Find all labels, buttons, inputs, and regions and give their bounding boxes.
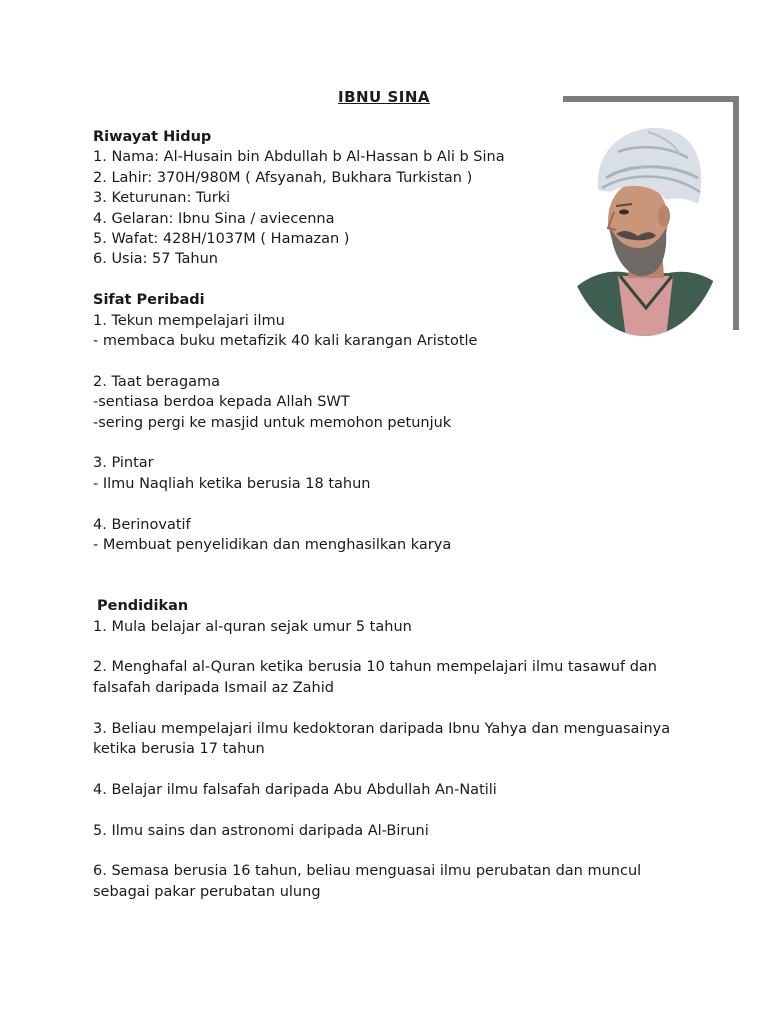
sifat-group-title: 1. Tekun mempelajari ilmu: [93, 312, 285, 329]
pendidikan-heading: Pendidikan: [97, 598, 189, 615]
frame-bar-right: [733, 96, 739, 330]
pendidikan-item: 2. Menghafal al-Quran ketika berusia 10 tahun mempelajari ilmu tasawuf dan falsafah daripada Ismail az Zahid: [93, 659, 657, 696]
pendidikan-item: 3. Beliau mempelajari ilmu kedoktoran daripada Ibnu Yahya dan menguasainya ketika berusia 17 tahun: [93, 720, 671, 758]
sifat-heading: Sifat Peribadi: [93, 292, 205, 309]
pendidikan-item: 5. Ilmu sains dan astronomi daripada Al-Biruni: [93, 822, 429, 839]
sifat-point: -sering pergi ke masjid untuk memohon petunjuk: [93, 414, 452, 431]
pendidikan-item: 1. Mula belajar al-quran sejak umur 5 tahun: [93, 618, 412, 635]
riwayat-item: 5. Wafat: 428H/1037M ( Hamazan ): [93, 231, 350, 248]
riwayat-item: 2. Lahir: 370H/980M ( Afsyanah, Bukhara Turkistan ): [93, 169, 473, 186]
riwayat-item: 6. Usia: 57 Tahun: [93, 251, 218, 268]
riwayat-item: 1. Nama: Al-Husain bin Abdullah b Al-Hassan b Ali b Sina: [93, 149, 505, 166]
frame-bar-top: [563, 96, 739, 102]
riwayat-item: 4. Gelaran: Ibnu Sina / aviecenna: [93, 210, 335, 227]
sifat-point: -sentiasa berdoa kepada Allah SWT: [93, 394, 350, 411]
sifat-point: - Membuat penyelidikan dan menghasilkan karya: [93, 537, 452, 554]
sifat-group-title: 2. Taat beragama: [93, 373, 221, 390]
riwayat-heading: Riwayat Hidup: [93, 129, 212, 145]
sifat-point: - Ilmu Naqliah ketika berusia 18 tahun: [93, 475, 371, 492]
riwayat-item: 3. Keturunan: Turki: [93, 190, 231, 207]
sifat-point: - membaca buku metafizik 40 kali karangan Aristotle: [93, 333, 478, 350]
pendidikan-item: 6. Semasa berusia 16 tahun, beliau menguasai ilmu perubatan dan muncul sebagai pakar perubatan ulung: [93, 863, 642, 900]
document-title: IBNU SINA: [337, 88, 431, 106]
pendidikan-item: 4. Belajar ilmu falsafah daripada Abu Abdullah An-Natili: [93, 781, 497, 798]
sifat-group-title: 3. Pintar: [93, 455, 154, 472]
sifat-group-title: 4. Berinovatif: [93, 516, 191, 533]
document-body: [93, 127, 683, 902]
